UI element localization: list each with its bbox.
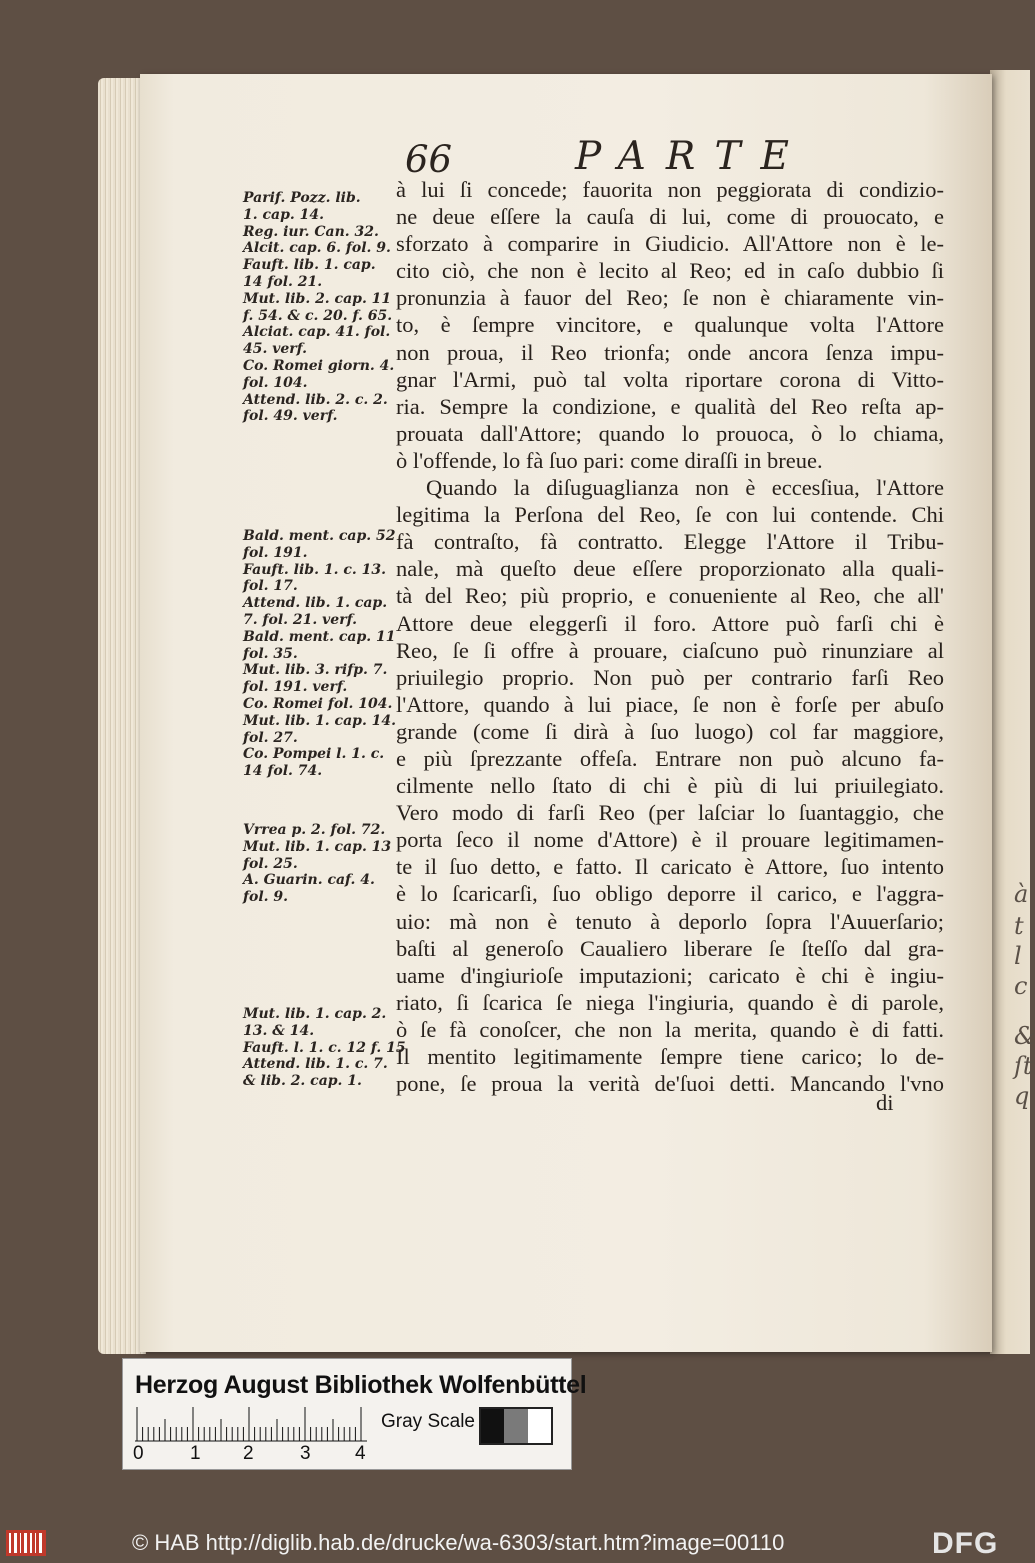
marginal-note-group (243, 1006, 406, 1090)
gray-swatch-cell (504, 1409, 527, 1443)
marginal-note-line: Attend. lib. 1. c. 7. (243, 1056, 388, 1073)
marginal-note-line: Bald. ment. cap. 11 (243, 628, 396, 645)
text-line: Reo, ſe ſi offre à prouare, ciaſcuno può rinunziare al (396, 637, 944, 663)
marginal-note-line: Attend. lib. 1. cap. (243, 595, 388, 612)
facing-page-glyph: c (1014, 972, 1028, 1000)
text-line: ria. Sempre la condizione, e qualità del Reo reſta ap- (396, 393, 944, 419)
page-block-edges (98, 78, 146, 1354)
marginal-note-line: fol. 104. (243, 374, 308, 391)
running-title: PARTE (575, 134, 809, 179)
text-line: te il ſuo detto, e fatto. Il caricato è Attore, ſuo intento (396, 854, 944, 880)
facing-page-glyph: ſt (1014, 1052, 1033, 1080)
scale-number: 3 (300, 1443, 311, 1464)
text-line: e più ſprezzante offeſa. Entrare non può alcuno fa- (396, 745, 944, 771)
gray-scale-swatch (479, 1407, 553, 1445)
color-scale-card (122, 1358, 587, 1470)
marginal-note-line: 13. & 14. (243, 1022, 315, 1039)
marginal-note-line: & lib. 2. cap. 1. (243, 1073, 362, 1090)
marginal-note-line: Parif. Pozz. lib. (243, 190, 361, 206)
text-line: fà contraſto, fà contratto. Elegge l'Attore il Tribu- (396, 529, 944, 555)
marginal-note-line: fol. 49. verf. (243, 408, 338, 425)
text-line: pronunzia à fauor del Reo; ſe non è chiaramente vin- (396, 285, 944, 311)
text-line: tà del Reo; più proprio, e conueniente al Reo, che all' (396, 583, 944, 609)
marginal-note-line: A. Guarin. caf. 4. (243, 872, 375, 889)
text-line: riato, ſi ſcarica ſe niega l'ingiuria, quando è di parole, (396, 989, 944, 1015)
marginal-note-line: fol. 191. (243, 544, 308, 561)
text-line: to, è ſempre vincitore, e qualunque volta l'Attore (396, 312, 944, 338)
scale-number: 2 (243, 1443, 254, 1464)
facing-page-edge (990, 70, 1030, 1354)
marginal-note-line: Fauft. lib. 1. c. 13. (243, 561, 386, 578)
dfg-logo: DFG (932, 1527, 999, 1560)
gray-swatch-cell (481, 1409, 504, 1443)
footer-credit: © HAB http://diglib.hab.de/drucke/wa-6303/start.htm?image=00110 (132, 1530, 785, 1555)
text-line: legitima la Perſona del Reo, ſe con lui contende. Chi (396, 502, 944, 528)
catchword: di (876, 1090, 894, 1115)
text-line: grande (come ſi dirà à ſuo luogo) col far maggiore, (396, 718, 944, 744)
text-line: gnar l'Armi, può tal volta riportare corona di Vitto- (396, 366, 944, 392)
hab-barcode-icon (6, 1530, 46, 1556)
facing-page-glyph: q (1014, 1082, 1030, 1110)
scale-number: 4 (355, 1443, 366, 1464)
gray-scale-label: Gray Scale (381, 1411, 475, 1432)
marginal-note-line: Alcit. cap. 6. fol. 9. (243, 240, 391, 257)
marginal-note-line: Fauft. lib. 1. cap. (243, 257, 376, 274)
text-line: Il mentito legitimamente ſempre tiene carico; lo de- (396, 1044, 944, 1069)
marginal-note-line: Co. Romei fol. 104. (243, 695, 393, 712)
marginal-note-line: Reg. iur. Can. 32. (243, 223, 379, 240)
body-text (396, 176, 944, 1097)
facing-page-glyph: à (1014, 880, 1029, 908)
marginal-note-line: 14 fol. 74. (243, 763, 323, 780)
text-line: Attore deue eleggerſi il foro. Attore può farſi chi è (396, 610, 944, 636)
text-line: uio: mà non è tenuto à deporlo ſopra l'Auuerſario; (396, 908, 944, 934)
library-name: Herzog August Bibliothek Wolfenbüttel (135, 1371, 587, 1399)
text-line: ò ſe fà conoſcer, che non la merita, quando è di fatti. (396, 1016, 944, 1042)
marginal-note-line: Mut. lib. 3. rifp. 7. (243, 662, 388, 679)
text-line: l'Attore, quando à lui piace, ſe non è forſe per abuſo (396, 691, 944, 717)
marginal-note-line: Mut. lib. 1. cap. 2. (243, 1006, 387, 1022)
text-line: non proua, il Reo trionfa; onde ancora ſenza impu- (396, 339, 944, 365)
text-line: uame d'ingiurioſe imputazioni; caricato è chi è ingiu- (396, 962, 944, 988)
scale-number: 1 (190, 1443, 201, 1464)
marginal-note-line: 45. verf. (243, 341, 308, 358)
text-line: prouata dall'Attore; quando lo prouoca, ò lo chiama, (396, 420, 944, 446)
marginal-note-line: fol. 35. (243, 645, 298, 662)
text-line: pone, ſe proua la verità de'ſuoi detti. Mancando l'vno (396, 1071, 944, 1097)
ruler-icon (135, 1407, 370, 1443)
text-line: Vero modo di farſi Reo (per laſciar lo ſuantaggio, che (396, 800, 944, 826)
marginal-note-line: Co. Romei giorn. 4. (243, 357, 395, 374)
marginal-note-line: Bald. ment. cap. 52 (243, 528, 396, 544)
marginal-note-line: fol. 191. verf. (243, 679, 348, 696)
marginal-note-line: f. 54. & c. 20. f. 65. (243, 307, 393, 324)
marginal-note-line: Co. Pompei l. 1. c. (243, 746, 385, 763)
marginal-note-group (243, 822, 401, 906)
marginal-note-line: Fauft. l. 1. c. 12 f. 15 (243, 1039, 406, 1056)
text-line: priuilegio proprio. Non può per contrario farſi Reo (396, 664, 944, 690)
marginal-note-line: fol. 17. (243, 578, 298, 595)
marginal-note-line: Alciat. cap. 41. fol. (243, 324, 391, 341)
marginal-note-line: Mut. lib. 2. cap. 11 (243, 290, 392, 307)
marginal-note-line: 14 fol. 21. (243, 273, 323, 290)
text-line: Quando la diſuguaglianza non è eccesſiua, l'Attore (426, 475, 944, 501)
text-line: è lo ſcaricarſi, ſuo obligo deporre il carico, e l'aggra- (396, 881, 944, 907)
scale-number: 0 (133, 1443, 144, 1464)
text-line: cito ciò, che non è lecito al Reo; ed in caſo dubbio ſi (396, 258, 944, 284)
facing-page-glyph: l (1014, 942, 1022, 970)
marginal-note-group (243, 190, 401, 425)
marginal-note-line: 1. cap. 14. (243, 206, 324, 223)
marginal-note-line: fol. 25. (243, 855, 298, 872)
page-number: 66 (405, 138, 453, 181)
text-line: sforzato à comparire in Giudicio. All'Attore non è le- (396, 231, 944, 257)
marginal-note-line: Vrrea p. 2. fol. 72. (243, 822, 386, 838)
marginal-note-line: fol. 9. (243, 889, 289, 906)
marginal-note-line: Mut. lib. 1. cap. 13 (243, 838, 392, 855)
marginal-note-line: 7. fol. 21. verf. (243, 611, 357, 628)
text-line: baſti al generoſo Caualiero liberare ſe ſteſſo dal gra- (396, 935, 944, 961)
text-line: porta ſeco il nome d'Attore) è il prouare legitimamen- (396, 827, 944, 853)
marginal-note-line: fol. 27. (243, 729, 298, 746)
text-line: nale, mà queſto deue eſſere proporzionato alla quali- (396, 556, 944, 582)
marginal-note-line: Attend. lib. 2. c. 2. (243, 391, 388, 408)
facing-page-glyph: t (1014, 912, 1024, 940)
marginal-note-group (243, 528, 401, 780)
marginal-note-line: Mut. lib. 1. cap. 14. (243, 712, 397, 729)
text-line: à lui ſi concede; fauorita non peggiorata di condizio- (396, 177, 944, 202)
gray-swatch-cell (528, 1409, 551, 1443)
text-line: cilmente nello ſtato di chi è più di lui priuilegiato. (396, 773, 944, 799)
text-line: ne deue eſſere la cauſa di lui, come di prouocato, e (396, 204, 944, 230)
text-line: ò l'offende, lo fà ſuo pari: come diraſſi in breue. (396, 447, 823, 473)
facing-page-glyph: & (1014, 1022, 1035, 1050)
